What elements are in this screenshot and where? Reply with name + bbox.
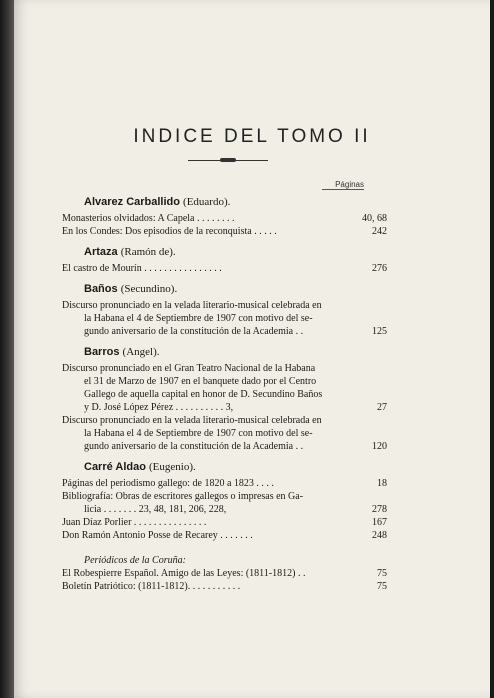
entry-title: [62, 490, 387, 516]
entry-title: [62, 580, 387, 593]
entry-title: [62, 414, 387, 453]
entry-title: [62, 212, 387, 225]
entry-title-line: Boletín Patriótico: (1811-1812). . . . . . . . . . .: [62, 581, 241, 592]
index-entry: [62, 212, 387, 225]
section-label: Periódicos de la Coruña:: [84, 555, 186, 566]
entry-pages: 75: [377, 568, 387, 579]
entry-title: [62, 516, 387, 529]
entry-title-line: Discurso pronunciado en la velada literario-musical celebrada en: [62, 300, 322, 311]
entry-title: [62, 567, 387, 580]
index-entry: [62, 516, 387, 529]
index-entry: [62, 490, 387, 516]
entry-pages: 120: [372, 441, 387, 452]
entry-title-line: la Habana el 4 de Septiembre de 1907 con motivo del se-: [84, 428, 313, 439]
entry-title-line: y D. José López Pérez . . . . . . . . . . 3,: [84, 402, 234, 413]
entry-pages: 18: [377, 478, 387, 489]
author-given-name: (Angel).: [122, 346, 160, 358]
author-given-name: (Ramón de).: [120, 246, 176, 258]
index-entry: [62, 567, 387, 580]
index-entry: [62, 262, 387, 275]
author-heading: [84, 344, 387, 360]
author-surname: Carré Aldao: [84, 461, 146, 473]
author-heading: [84, 244, 387, 260]
author-surname: Barros: [84, 346, 120, 358]
index-entry: [62, 299, 387, 338]
entry-title-line: Juan Díaz Porlier . . . . . . . . . . . . . . .: [62, 517, 207, 528]
entry-title-line: Gallego de aquella capital en honor de D. Secundino Baños: [84, 389, 323, 400]
entry-pages: 248: [372, 530, 387, 541]
author-surname: Artaza: [84, 246, 118, 258]
page-edge-right: [490, 0, 494, 698]
entry-title-line: Don Ramón Antonio Posse de Recarey . . . . . . .: [62, 530, 253, 541]
author-heading: [84, 194, 387, 210]
entry-title-line: Páginas del periodismo gallego: de 1820 a 1823 . . . .: [62, 478, 274, 489]
author-surname: Alvarez Carballido: [84, 196, 180, 208]
entry-title-line: el 31 de Marzo de 1907 en el banquete dado por el Centro: [84, 376, 317, 387]
entry-pages: 125: [372, 326, 387, 337]
entry-pages: 27: [377, 402, 387, 413]
book-gutter-shadow: [0, 0, 14, 698]
author-surname: Baños: [84, 283, 118, 295]
page-title: INDICE DEL TOMO II: [133, 126, 371, 147]
entry-pages: 276: [372, 263, 387, 274]
entry-title: [62, 529, 387, 542]
entry-title: [62, 362, 387, 414]
entry-title-line: Bibliografía: Obras de escritores gallegos o impresas en Ga-: [62, 491, 304, 502]
index-entry: [62, 477, 387, 490]
entry-title-line: gundo aniversario de la constitución de la Academia . .: [84, 326, 304, 337]
entry-title: [62, 477, 387, 490]
entry-title-line: En los Condes: Dos episodios de la reconquista . . . . .: [62, 226, 277, 237]
entry-title-line: Monasterios olvidados: A Capela . . . . . . . .: [62, 213, 235, 224]
index-entry: [62, 362, 387, 414]
index-entry: [62, 225, 387, 238]
entry-pages: 278: [372, 504, 387, 515]
author-heading: [84, 459, 387, 475]
entry-pages: 167: [372, 517, 387, 528]
author-given-name: (Secundino).: [120, 283, 178, 295]
index-entry: [62, 529, 387, 542]
entry-title-line: El Robespierre Español. Amigo de las Leyes: (1811-1812) . .: [62, 568, 306, 579]
author-given-name: (Eduardo).: [183, 196, 231, 208]
author-heading: [84, 281, 387, 297]
index-entry: [62, 580, 387, 593]
entry-title: [62, 299, 387, 338]
entry-title-line: licia . . . . . . . 23, 48, 181, 206, 228,: [84, 504, 227, 515]
index-list: [62, 188, 387, 593]
entry-title-line: El castro de Mourín . . . . . . . . . . . . . . . .: [62, 263, 222, 274]
entry-title-line: Discurso pronunciado en el Gran Teatro Nacional de la Habana: [62, 363, 316, 374]
entry-pages: 242: [372, 226, 387, 237]
entry-title-line: Discurso pronunciado en la velada literario-musical celebrada en: [62, 415, 322, 426]
entry-pages: 75: [377, 581, 387, 592]
pages-column-header: Páginas: [335, 180, 364, 189]
author-given-name: (Eugenio).: [149, 461, 196, 473]
entry-pages: 40, 68: [362, 213, 387, 224]
index-entry: [62, 414, 387, 453]
entry-title-line: gundo aniversario de la constitución de la Academia . .: [84, 441, 304, 452]
title-ornament: [188, 160, 268, 161]
entry-title-line: la Habana el 4 de Septiembre de 1907 con motivo del se-: [84, 313, 313, 324]
entry-title: [62, 225, 387, 238]
entry-title: [62, 262, 387, 275]
